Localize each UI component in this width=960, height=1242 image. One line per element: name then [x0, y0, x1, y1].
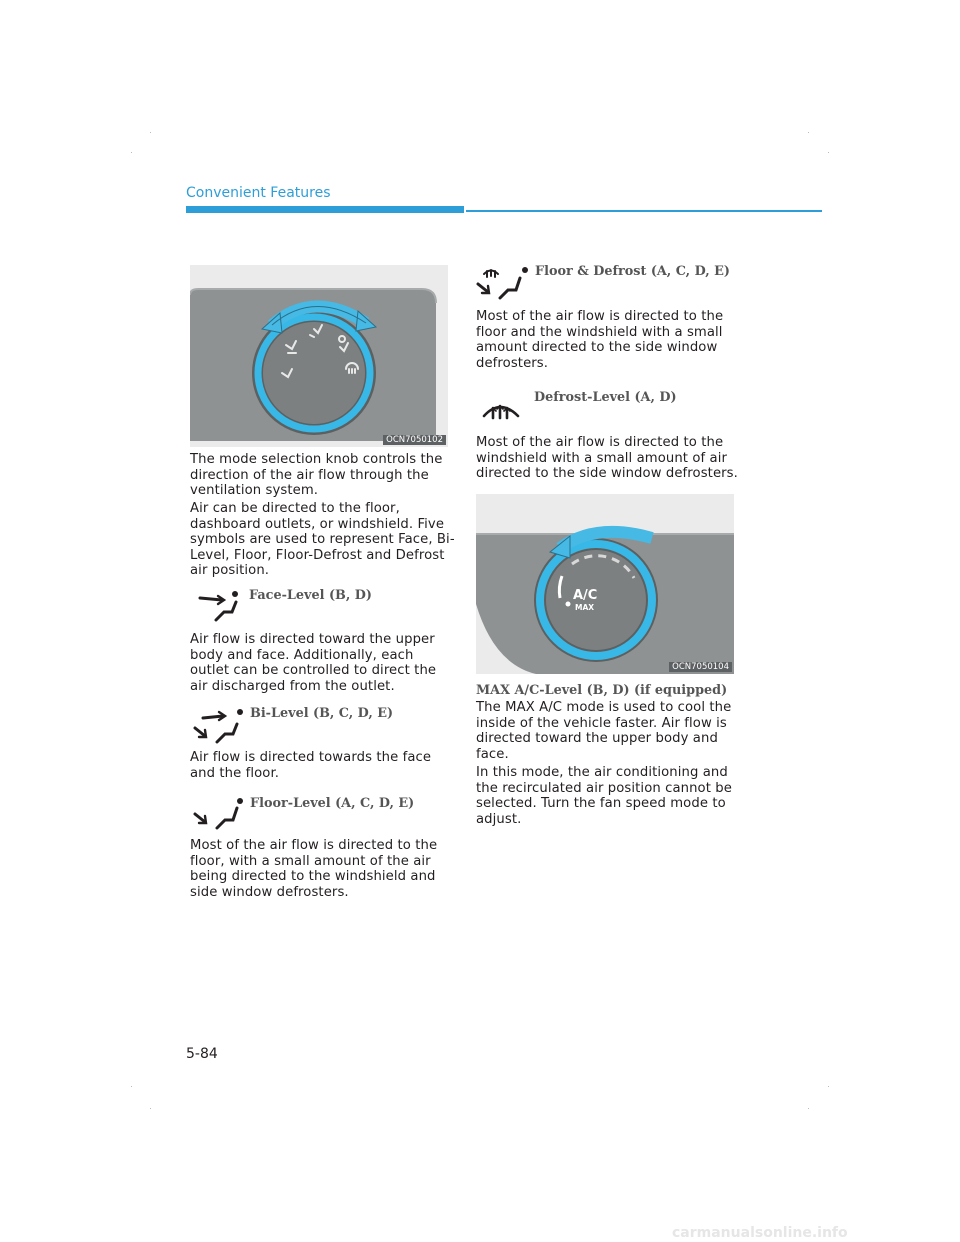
- floor-level-text: Most of the air flow is directed to the floor, with a small amount of the air being directed to the windshield and side window defrosters.: [190, 838, 438, 900]
- max-ac-knob-figure: [476, 494, 734, 674]
- knob-max-label: MAX: [575, 603, 595, 612]
- face-level-icon: [196, 588, 244, 624]
- max-ac-knob-illustration: [476, 494, 734, 674]
- crop-mark: [150, 132, 151, 133]
- bi-level-heading: Bi-Level (B, C, D, E): [250, 706, 394, 721]
- page-number: 5-84: [186, 1046, 218, 1062]
- watermark: carmanualsonline.info: [672, 1225, 848, 1241]
- crop-mark: [808, 132, 809, 133]
- max-ac-text: The MAX A/C mode is used to cool the inside of the vehicle faster. Air flow is directed toward the upper body and face.: [476, 700, 732, 762]
- section-title: Convenient Features: [186, 185, 331, 201]
- intro-paragraph: The mode selection knob controls the direction of the air flow through the ventilation system.: [190, 452, 443, 498]
- header-rule-thin: [466, 210, 822, 212]
- crop-mark: [808, 1108, 809, 1109]
- icon-dot: [522, 267, 528, 273]
- defrost-level-heading: Defrost-Level (A, D): [534, 390, 677, 405]
- figure-code: OCN7050102: [383, 435, 446, 445]
- crop-mark: [131, 152, 132, 153]
- crop-mark: [828, 1086, 829, 1087]
- mode-knob-figure: [190, 265, 448, 447]
- face-level-text: Air flow is directed toward the upper body and face. Additionally, each outlet can be controlled to direct the air discharged from the outlet.: [190, 632, 437, 694]
- header-rule-thick: [186, 206, 464, 213]
- max-ac-heading: MAX A/C-Level (B, D) (if equipped): [476, 683, 728, 698]
- floor-defrost-heading: Floor & Defrost (A, C, D, E): [535, 264, 730, 279]
- crop-mark: [150, 1108, 151, 1109]
- bi-level-icon: [193, 704, 245, 744]
- figure-code: OCN7050104: [669, 662, 732, 672]
- intro-paragraph-2: Air can be directed to the floor, dashboard outlets, or windshield. Five symbols are used to represent Face, Bi-Level, Floor, Floor-Defrost and Defrost air position.: [190, 501, 455, 578]
- face-level-heading: Face-Level (B, D): [249, 588, 372, 603]
- bi-level-text: Air flow is directed towards the face and the floor.: [190, 750, 432, 781]
- knob-ac-label: A/C: [573, 588, 598, 603]
- floor-level-icon: [193, 794, 245, 834]
- floor-defrost-text: Most of the air flow is directed to the floor and the windshield with a small amount directed to the side window defrosters.: [476, 309, 724, 371]
- icon-dot: [237, 709, 243, 715]
- defrost-level-text: Most of the air flow is directed to the windshield with a small amount of air directed to the side window defrosters.: [476, 435, 738, 481]
- icon-dot: [232, 591, 238, 597]
- floor-defrost-icon: [476, 262, 532, 302]
- max-ac-text-2: In this mode, the air conditioning and the recirculated air position cannot be selected. Turn the fan speed mode to adjust.: [476, 765, 732, 827]
- icon-dot: [237, 798, 243, 804]
- mode-knob-illustration: [190, 265, 448, 447]
- defrost-level-icon: [478, 394, 526, 426]
- crop-mark: [828, 152, 829, 153]
- floor-level-heading: Floor-Level (A, C, D, E): [250, 796, 415, 811]
- crop-mark: [131, 1086, 132, 1087]
